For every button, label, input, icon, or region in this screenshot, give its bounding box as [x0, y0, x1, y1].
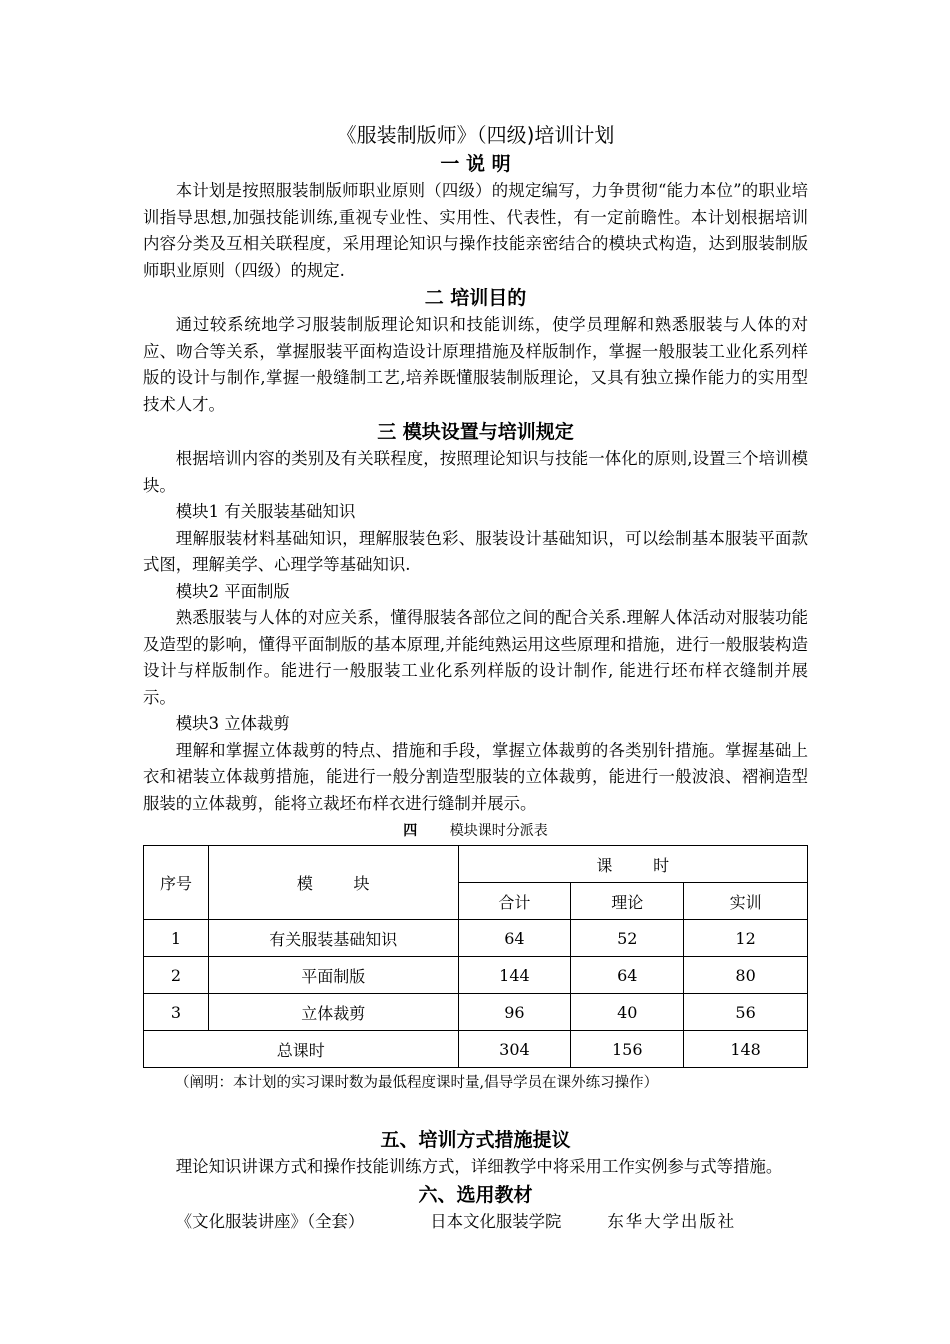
table-row	[144, 920, 808, 957]
description-paragraph: 本计划是按照服装制版师职业原则（四级）的规定编写，力争贯彻“能力本位”的职业培训指导思想,加强技能训练,重视专业性、实用性、代表性，有一定前瞻性。本计划根据培训内容分类及互相关联程度，采用理论知识与操作技能亲密结合的模块式构造，达到服装制版师职业原则（四级）的规定.	[143, 181, 808, 280]
row-practice: 12	[684, 920, 808, 957]
section-heading-description: 一 说 明	[440, 153, 511, 175]
textbook-entry	[143, 1209, 808, 1236]
module-3-title: 模块3 立体裁剪	[175, 714, 290, 733]
table-row	[144, 994, 808, 1031]
header-seq: 序号	[144, 846, 209, 920]
row-practice: 80	[684, 957, 808, 994]
row-module: 有关服装基础知识	[208, 920, 458, 957]
table-caption-number: 四	[403, 823, 418, 839]
sum-total: 304	[458, 1031, 571, 1068]
table-caption	[143, 819, 808, 843]
sum-practice: 148	[684, 1031, 808, 1068]
table-header-row	[144, 846, 808, 883]
row-module: 立体裁剪	[208, 994, 458, 1031]
table-row	[144, 957, 808, 994]
row-theory: 52	[571, 920, 684, 957]
table-caption-title: 模块课时分派表	[449, 823, 548, 839]
goals-paragraph: 通过较系统地学习服装制版理论知识和技能训练，使学员理解和熟悉服装与人体的对应、吻合等关系，掌握服装平面构造设计原理措施及样版制作，掌握一般服装工业化系列样版的设计与制作,掌握一般缝制工艺,培养既懂服装制版理论，又具有独立操作能力的实用型技术人才。	[143, 315, 808, 414]
row-theory: 40	[571, 994, 684, 1031]
row-seq: 1	[144, 920, 209, 957]
header-hours: 课 时	[458, 846, 807, 883]
row-total: 144	[458, 957, 571, 994]
row-practice: 56	[684, 994, 808, 1031]
section-heading-methods: 五、培训方式措施提议	[380, 1129, 571, 1151]
section-heading-modules: 三 模块设置与培训规定	[377, 421, 574, 443]
document-page	[143, 120, 808, 1235]
module-2-title: 模块2 平面制版	[175, 581, 290, 601]
section-heading-goals: 二 培训目的	[424, 287, 527, 309]
textbook-publisher: 东华大学出版社	[607, 1211, 737, 1231]
module-1-title: 模块1 有关服装基础知识	[175, 502, 356, 521]
row-module: 平面制版	[208, 957, 458, 994]
hours-table	[143, 845, 808, 1068]
row-total: 96	[458, 994, 571, 1031]
module-1-description: 理解服装材料基础知识，理解服装色彩、服装设计基础知识，可以绘制基本服装平面款式图，理解美学、心理学等基础知识.	[143, 528, 808, 574]
table-note: （阐明：本计划的实习课时数为最低程度课时量,倡导学员在课外练习操作）	[175, 1075, 659, 1091]
header-practice: 实训	[684, 883, 808, 920]
header-module: 模 块	[208, 846, 458, 920]
row-theory: 64	[571, 957, 684, 994]
textbook-title: 《文化服装讲座》（全套）	[175, 1211, 365, 1231]
sum-theory: 156	[571, 1031, 684, 1068]
header-theory: 理论	[571, 883, 684, 920]
spacer	[143, 1096, 808, 1126]
document-title: 《服装制版师》（四级)培训计划	[336, 123, 615, 147]
methods-paragraph: 理论知识讲课方式和操作技能训练方式，详细教学中将采用工作实例参与式等措施。	[175, 1157, 783, 1176]
row-seq: 2	[144, 957, 209, 994]
row-seq: 3	[144, 994, 209, 1031]
module-2-description: 熟悉服装与人体的对应关系，懂得服装各部位之间的配合关系.理解人体活动对服装功能及造型的影响，懂得平面制版的基本原理,并能纯熟运用这些原理和措施，进行一般服装构造设计与样版制作。能进行一般服装工业化系列样版的设计制作, 能进行坯布样衣缝制并展示。	[143, 608, 808, 707]
textbook-author: 日本文化服装学院	[430, 1211, 562, 1231]
modules-intro-paragraph: 根据培训内容的类别及有关联程度，按照理论知识与技能一体化的原则,设置三个培训模块。	[143, 449, 808, 495]
module-3-description: 理解和掌握立体裁剪的特点、措施和手段，掌握立体裁剪的各类别针措施。掌握基础上衣和裙装立体裁剪措施，能进行一般分割造型服装的立体裁剪，能进行一般波浪、褶裥造型服装的立体裁剪，能将立裁坯布样衣进行缝制并展示。	[143, 740, 808, 813]
sum-label: 总课时	[144, 1031, 459, 1068]
table-sum-row	[144, 1031, 808, 1068]
header-total: 合计	[458, 883, 571, 920]
section-heading-textbooks: 六、选用教材	[418, 1183, 533, 1206]
row-total: 64	[458, 920, 571, 957]
